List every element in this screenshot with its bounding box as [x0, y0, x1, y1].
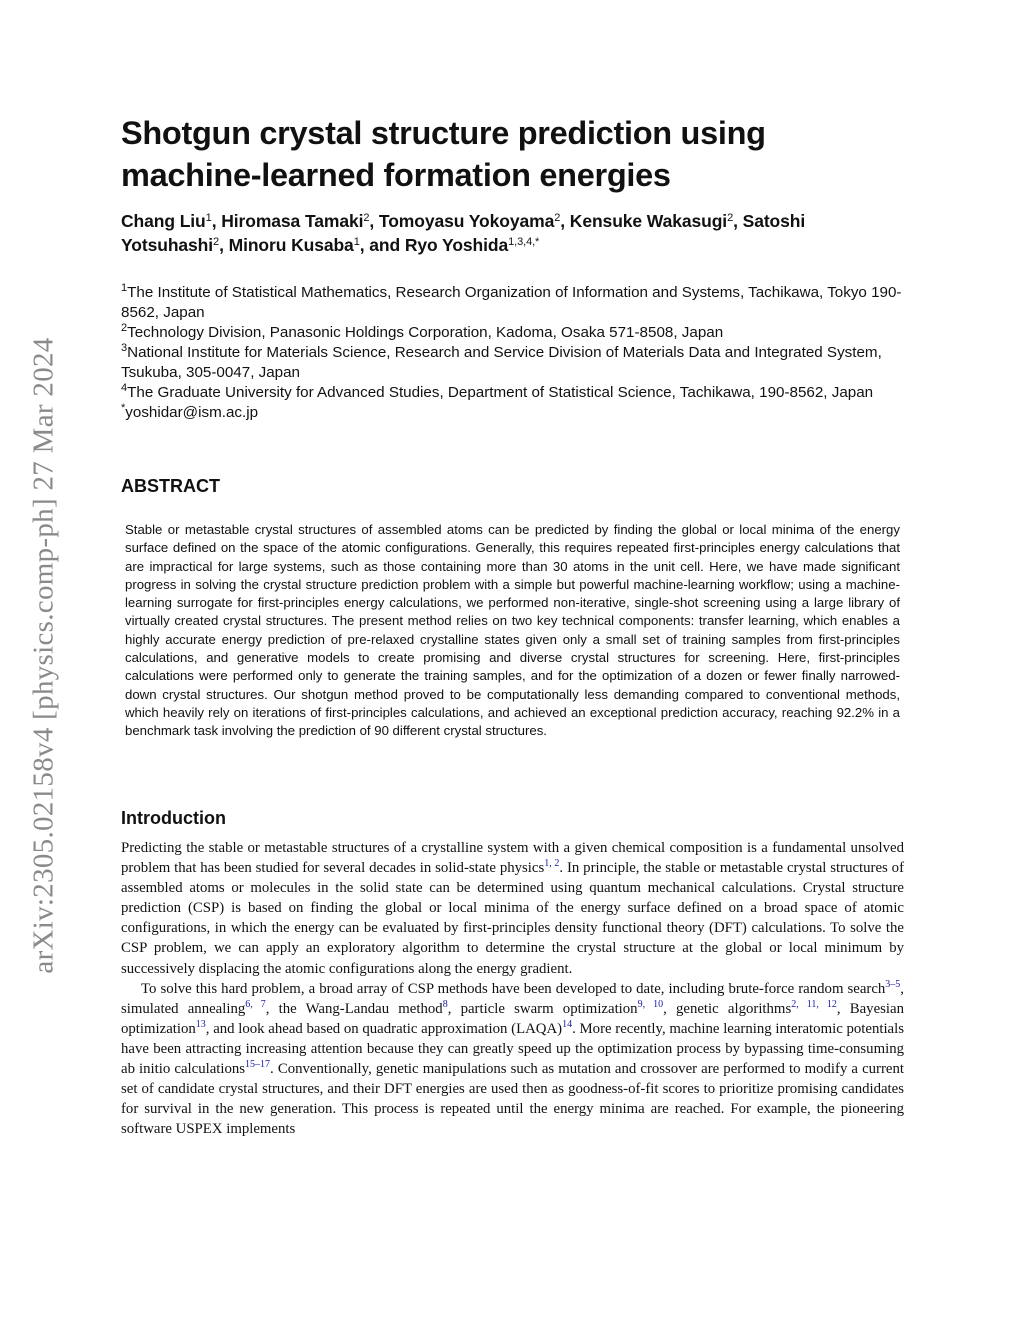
abstract-heading: ABSTRACT	[121, 476, 220, 496]
author: Kensuke Wakasugi$^2$,	[569, 211, 743, 231]
citation-link[interactable]: 9, 10	[637, 998, 664, 1010]
author: Ryo Yoshida$^{1,3,4,*}$	[404, 235, 540, 255]
author-affiliation-mark: 2	[727, 212, 734, 224]
affiliation-list	[121, 283, 904, 423]
author-affiliation-mark: 1	[353, 236, 360, 248]
abstract-text: Stable or metastable crystal structures of assembled atoms can be predicted by finding the global or local minima of the energy surface defined on the space of the atomic configurations. Generally, this requires repeated first-principles energy calculations that are impractical for large systems, such as those containing more than 30 atoms in the unit cell. Here, we have made significant progress in solving the crystal structure prediction problem with a simple but powerful machine-learning workflow; using a machine-learning surrogate for first-principles energy calculations, we performed non-iterative, single-shot screening using a large library of virtually created crystal structures. The present method relies on two key technical components: transfer learning, which enables a highly accurate energy prediction of pre-relaxed crystalline states given only a small set of training samples from first-principles calculations, and generative models to create promising and diverse crystal structures for screening. Here, first-principles calculations were performed only to generate the training samples, and for the optimization of a dozen or fewer finally narrowed-down crystal structures. Our shotgun method proved to be computationally less demanding compared to conventional methods, which heavily rely on iterations of first-principles calculations, and achieved an exceptional prediction accuracy, reaching 92.2% in a benchmark task involving the prediction of 90 different crystal structures.	[125, 522, 900, 739]
author: Satoshi Yotsuhashi$^2$,	[121, 211, 806, 255]
paragraph: To solve this hard problem, a broad array of CSP methods have been developed to date, including brute-force random search$^{3-5}$, simulated annealing$^{6, 7}$, the Wang-Landau method$^8$, particle swarm optimization$^{9, 10}$, genetic algorithms$^{2, 11, 12}$, Bayesian optimization$^{13}$, and look ahead based on quadratic approximation (LAQA)$^{14}$. More recently, machine learning interatomic potentials have been attracting increasing attention because they can greatly speed up the optimization process by bypassing time-consuming ab initio calculations$^{15-17}$. Conventionally, genetic manipulations such as mutation and crossover are performed to modify a current set of candidate crystal structures, and their DFT energies are used then as goodness-of-fit scores to prioritize promising candidates for survival in the new generation. This process is repeated until the energy minima are reached. For example, the pioneering software USPEX implements	[121, 978, 904, 1138]
affiliation: $^3$National Institute for Materials Science, Research and Service Division of Materials Data and Integrated System, Tsukuba, 305-0047, Japan	[121, 342, 882, 381]
paper-title: Shotgun crystal structure prediction using machine-learned formation energies	[121, 115, 766, 193]
corresponding-email: *yoshidar@ism.ac.jp	[121, 402, 259, 421]
author: Tomoyasu Yokoyama$^2$,	[378, 211, 570, 231]
paragraph: Predicting the stable or metastable structures of a crystalline system with a given chemical composition is a fundamental unsolved problem that has been studied for several decades in solid-state physics$^{1, 2}$. In principle, the stable or metastable crystal structures of assembled atoms or molecules in the solid state can be determined using quantum mechanical calculations. Crystal structure prediction (CSP) is based on finding the global or local minima of the energy surface defined on a broad space of atomic configurations, in which the energy can be evaluated by first-principles density functional theory (DFT) calculations. To solve the CSP problem, we can apply an exploratory algorithm to determine the crystal structure at the global or local minimum by successively displacing the atomic configurations along the energy gradient.	[121, 840, 905, 977]
citation-link[interactable]: 15–17	[245, 1059, 271, 1071]
affiliation: $^1$The Institute of Statistical Mathematics, Research Organization of Information and Systems, Tachikawa, Tokyo 190-8562, Japan	[121, 282, 902, 321]
arxiv-identifier	[22, 285, 66, 1025]
author: Minoru Kusaba$^1$, and	[228, 235, 405, 255]
author: Chang Liu$^1$,	[121, 211, 222, 231]
author-affiliation-mark: 1,3,4,*	[508, 236, 540, 248]
citation-link[interactable]: 8	[442, 998, 448, 1010]
citation-link[interactable]: 6, 7	[245, 998, 266, 1010]
citation-link[interactable]: 2, 11, 12	[791, 998, 837, 1010]
citation-link[interactable]: 14	[562, 1018, 573, 1030]
author: Hiromasa Tamaki$^2$,	[221, 211, 379, 231]
arxiv-identifier-text: arXiv:2305.02158v4 [physics.comp-ph] 27 Mar 2024	[27, 336, 60, 974]
citation-link[interactable]: 3–5	[885, 978, 901, 990]
author-affiliation-mark: 2	[213, 236, 220, 248]
author-affiliation-mark: 2	[554, 212, 561, 224]
author-list	[121, 209, 904, 257]
citation-link[interactable]: 13	[195, 1018, 206, 1030]
author-affiliation-mark: 1	[205, 212, 212, 224]
affiliation: $^2$Technology Division, Panasonic Holdings Corporation, Kadoma, Osaka 571-8508, Japan	[121, 322, 724, 341]
introduction-heading: Introduction	[121, 808, 226, 828]
introduction-body	[121, 838, 904, 1139]
citation-link[interactable]: 1, 2	[544, 858, 560, 870]
author-affiliation-mark: 2	[363, 212, 370, 224]
affiliation: $^4$The Graduate University for Advanced Studies, Department of Statistical Science, Tachikawa, 190-8562, Japan	[121, 382, 874, 401]
